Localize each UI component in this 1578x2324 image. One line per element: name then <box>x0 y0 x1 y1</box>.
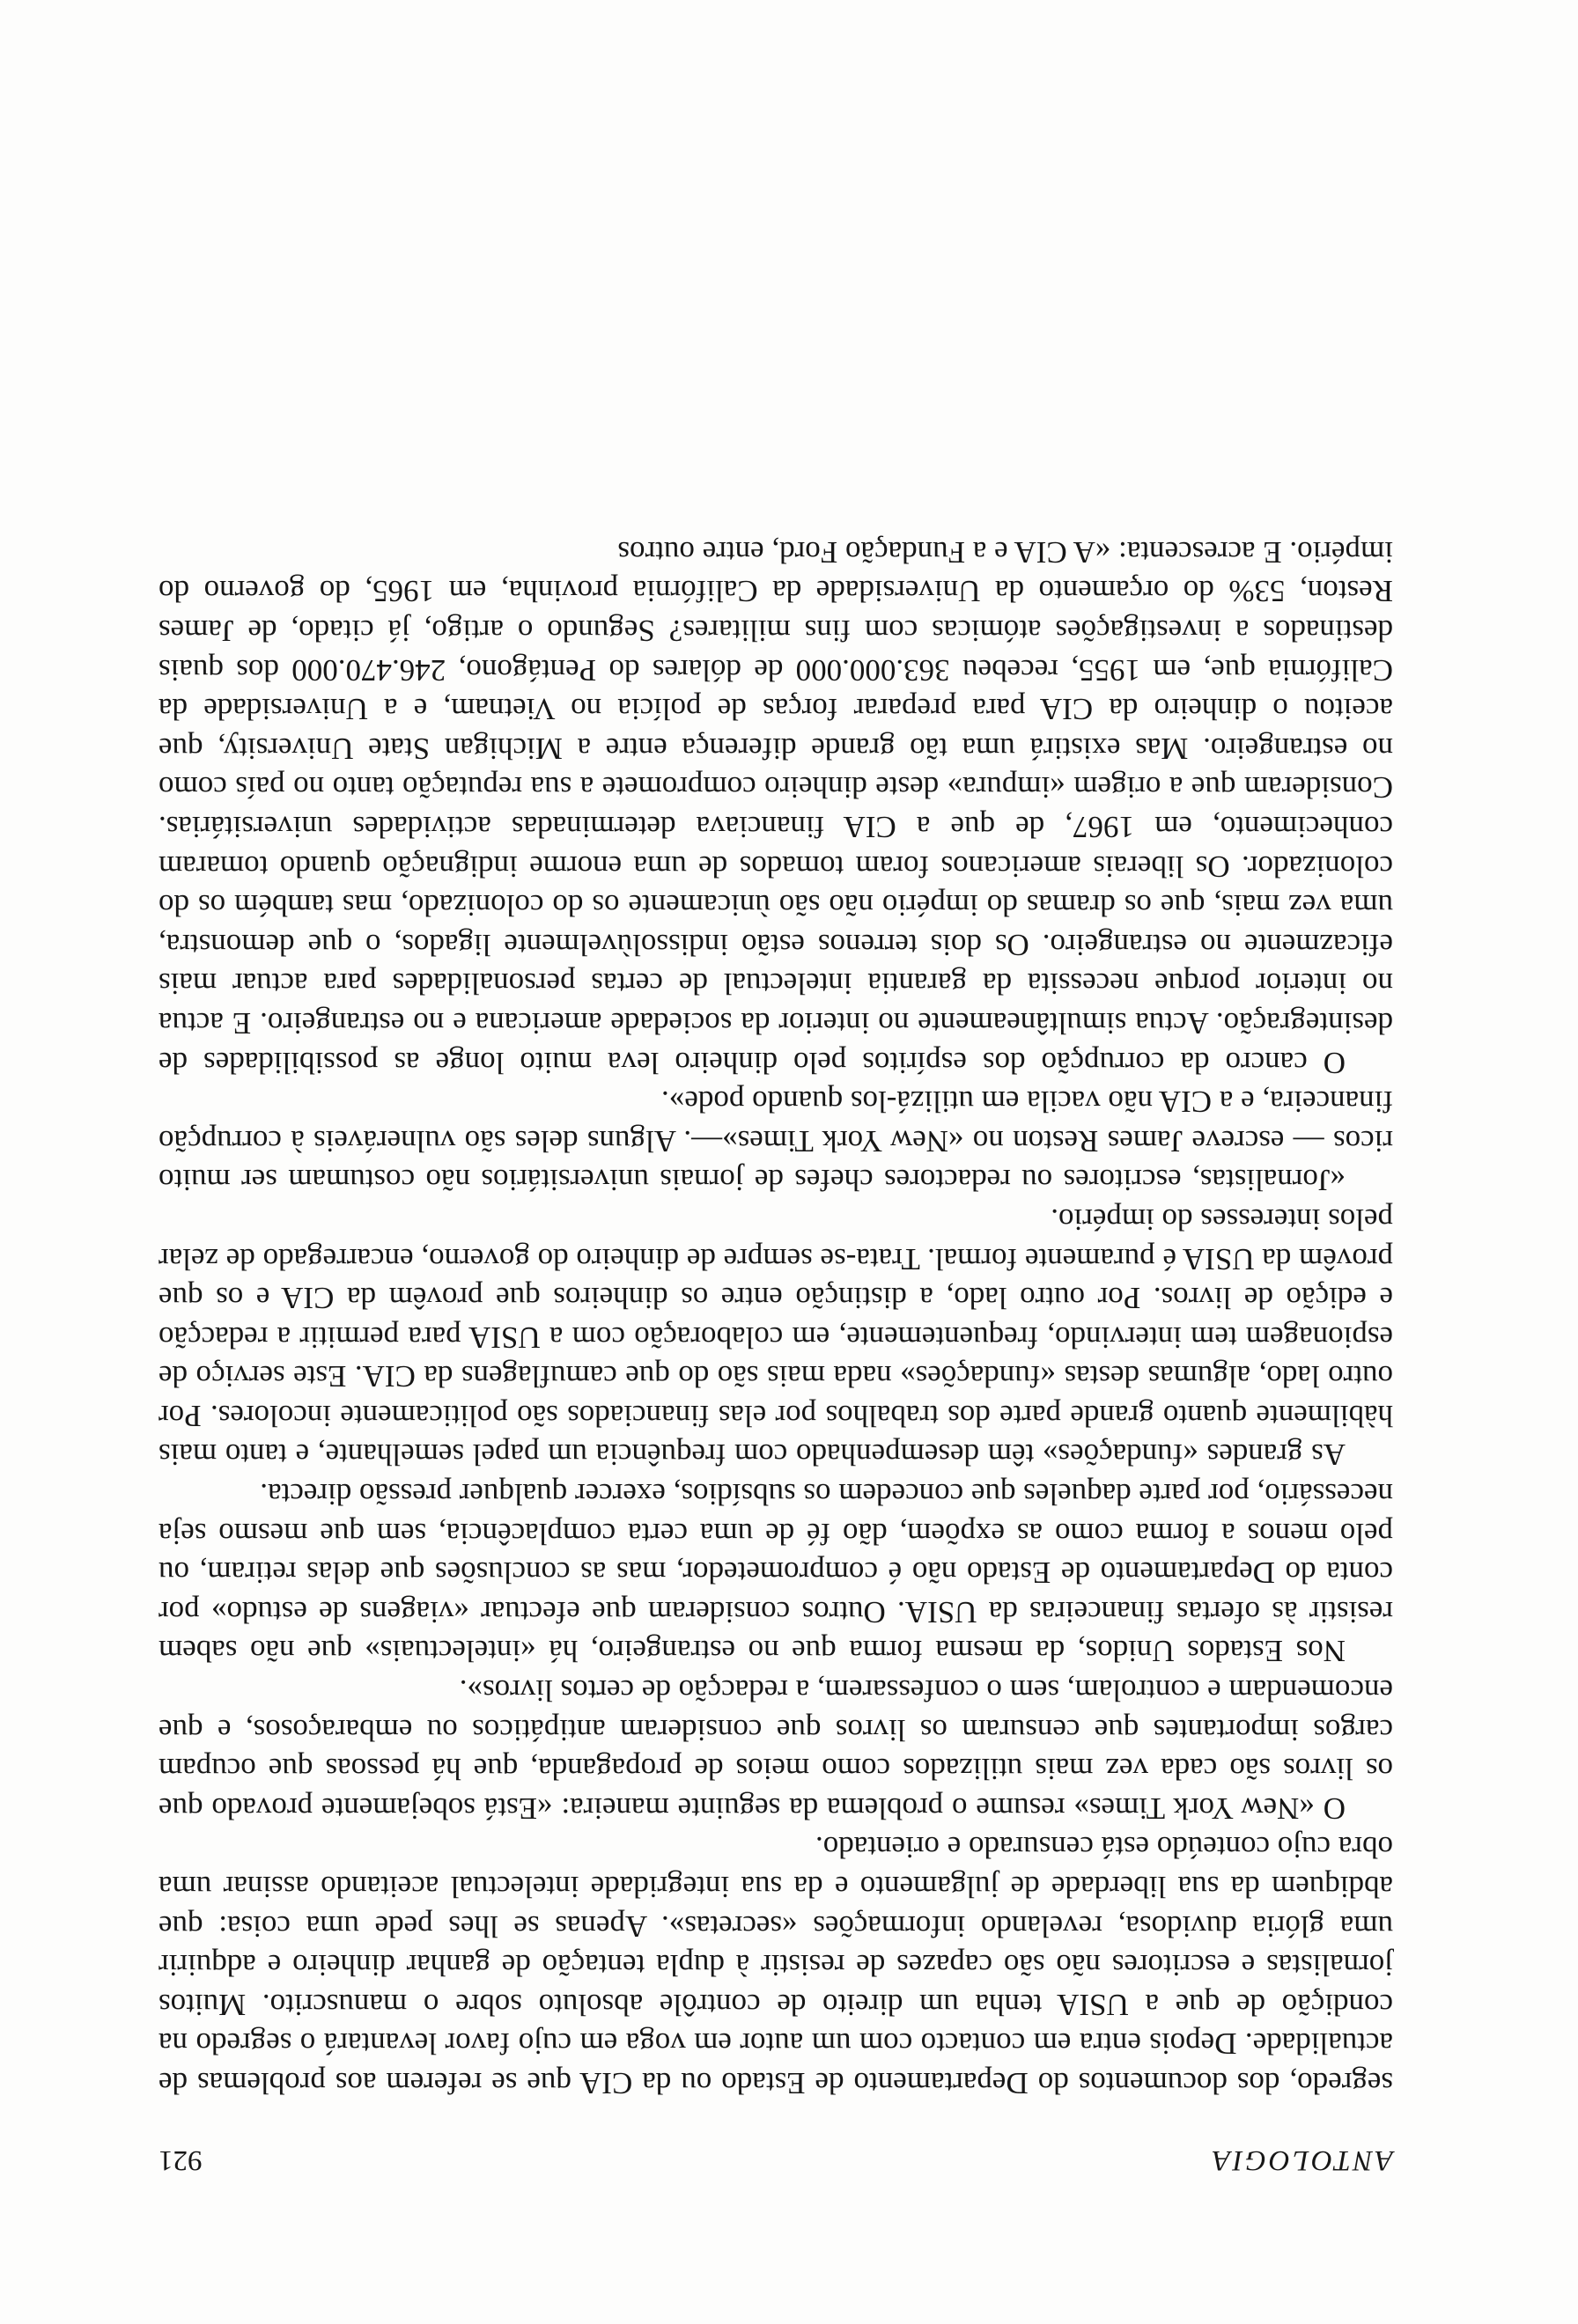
paragraph-5: «Jornalistas, escritores ou redactores chefes de jornais universitários não costumam ser muito ricos — escreve James Reston no «New York Times»—. Alguns deles são vulneráveis à corrupção financeira, e a CIA não vacila em utilizá-los quando pode». <box>159 1085 1393 1198</box>
body-text <box>159 532 1393 2102</box>
paragraph-4: As grandes «fundações» têm desempenhado com frequência um papel semelhante, e tanto mais hàbilmente quanto grande parte dos trabalhos por elas financiados são politicamente incolores. Por outro lado, algumas destas «fundações» nada mais são do que camuflagens da CIA. Este serviço de espionagem tem intervindo, frequentemente, em colaboração com a USIA para permitir a redacção e edição de livros. Por outro lado, a distinção entre os dinheiros que provêm da CIA e os que provêm da USIA é puramente formal. Trata-se sempre de dinheiro do governo, encarregado de zelar pelos interesses do império. <box>159 1202 1393 1473</box>
paragraph-1: segredo, dos documentos do Departamento de Estado ou da CIA que se referem aos problemas de actualidade. Depois entra em contacto com um autor em voga em cujo favor levantará o segredo na condição de que a USIA tenha um direito de contrôle absoluto sobre o manuscrito. Muitos jornalistas e escritores não são capazes de resistir à dupla tentação de ganhar dinheiro e adquirir uma glória duvidosa, revelando informações «secretas». Apenas se lhes pede uma coisa: que abdiquem da sua liberdade de julgamento e da sua integridade intelectual aceitando assinar uma obra cujo conteúdo está censurado e orientado. <box>159 1830 1393 2100</box>
page-number: 921 <box>159 2144 203 2176</box>
running-header <box>159 2141 1393 2176</box>
paragraph-6: O cancro da corrupção dos espíritos pelo dinheiro leva muito longe as possibilidades de desintegração. Actua simultâneamente no interior da sociedade americana e no estrangeiro. E actua no interior porque necessita da garantia intelectual de certas personalidades para actuar mais eficazmente no estrangeiro. Os dois terrenos estão indissolùvelmente ligados, o que demonstra, uma vez mais, que os dramas do império não são ùnicamente os do colonizado, mas também os do colonizador. Os liberais americanos foram tomados de uma enorme indignação quando tomaram conhecimento, em 1967, de que a CIA financiava determinadas actividades universitárias. Consideram que a origem «impura» deste dinheiro compromete a sua reputação tanto no país como no estrangeiro. Mas existirá uma tão grande diferença entre a Michigan State University, que aceitou o dinheiro da CIA para preparar forças de polícia no Vietnam, e a Universidade da Califórnia que, em 1955, recebeu 363.000.000 de dólares do Pentágono, 246.470.000 dos quais destinados a investigações atómicas com fins militares? Segundo o artigo, já citado, de James Reston, 53% do orçamento da Universidade da Califórnia provinha, em 1965, do governo do império. E acrescenta: «A CIA e a Fundação Ford, entre outros <box>159 534 1393 1080</box>
paragraph-2: O «New York Times» resume o problema da seguinte maneira: «Está sobejamente provado que os livros são cada vez mais utilizados como meios de propaganda, que há pessoas que ocupam cargos importantes que censuram os livros que consideram antipáticos ou embaraçosos, e que encomendam e controlam, sem o confessarem, a redacção de certos livros». <box>159 1673 1393 1826</box>
paragraph-3: Nos Estados Unidos, da mesma forma que no estrangeiro, há «intelectuais» que não sabem resistir às ofertas financeiras da USIA. Outros consideram que efectuar «viagens de estudo» por conta do Departamento de Estado não é comprometedor, mas as conclusões que delas retiram, ou pelo menos a forma como as expõem, dão fé de uma certa complacência, sem que mesmo seja necessário, por parte daqueles que concedem os subsídios, exercer qualquer pressão directa. <box>159 1477 1393 1669</box>
running-title: ANTOLOGIA <box>1210 2144 1393 2176</box>
